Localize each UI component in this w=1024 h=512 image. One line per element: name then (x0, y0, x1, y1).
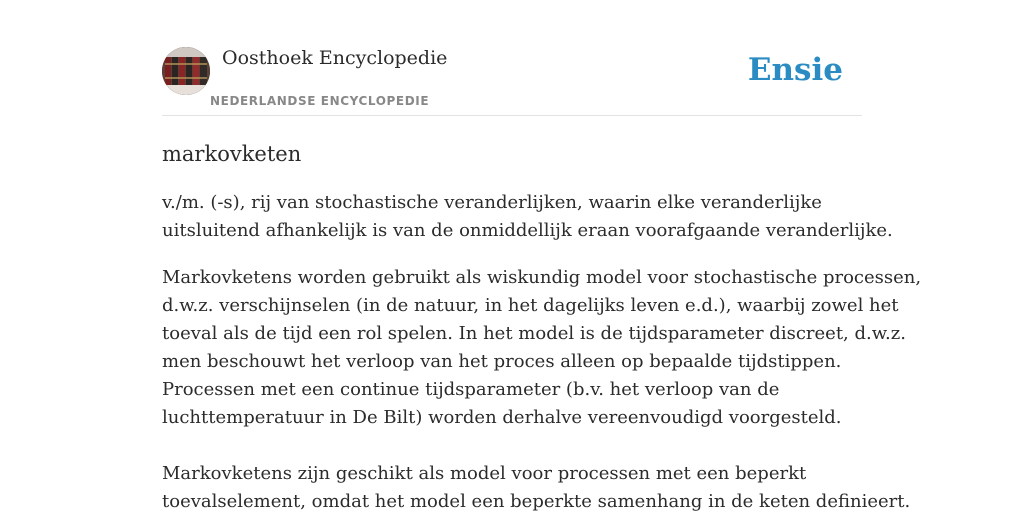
paragraph-line: v./m. (-s), rij van stochastische veranderlijken, waarin elke veranderlijke (162, 192, 822, 213)
paragraph-line: uitsluitend afhankelijk is van de onmiddellijk eraan voorafgaande veranderlijke. (162, 220, 893, 241)
body-paragraph (162, 264, 922, 432)
site-title[interactable]: Oosthoek Encyclopedie (222, 47, 448, 69)
encyclopedia-books-icon[interactable] (162, 47, 210, 95)
paragraph-line: Processen met een continue tijdsparameter (b.v. het verloop van de (162, 379, 780, 400)
brand-logo-link[interactable]: Ensie (747, 52, 843, 88)
paragraph-line: luchttemperatuur in De Bilt) worden derhalve vereenvoudigd voorgesteld. (162, 407, 842, 428)
definition-paragraph (162, 189, 893, 245)
paragraph-line: men beschouwt het verloop van het proces alleen op bepaalde tijdstippen. (162, 351, 842, 372)
article (162, 138, 922, 512)
paragraph-line: toeval als de tijd een rol spelen. In het model is de tijdsparameter discreet, d.w.z. (162, 323, 906, 344)
paragraph-line: Markovketens worden gebruikt als wiskundig model voor stochastische processen, (162, 267, 922, 288)
body-paragraph (162, 460, 911, 512)
site-header (162, 0, 862, 116)
site-subtitle: NEDERLANDSE ENCYCLOPEDIE (210, 94, 430, 108)
paragraph-line: toevalselement, omdat het model een beperkte samenhang in de keten definieert. (162, 491, 911, 512)
page-title: markovketen (162, 142, 302, 166)
paragraph-line: d.w.z. verschijnselen (in de natuur, in het dagelijks leven e.d.), waarbij zowel het (162, 295, 899, 316)
paragraph-line: Markovketens zijn geschikt als model voor processen met een beperkt (162, 463, 807, 484)
